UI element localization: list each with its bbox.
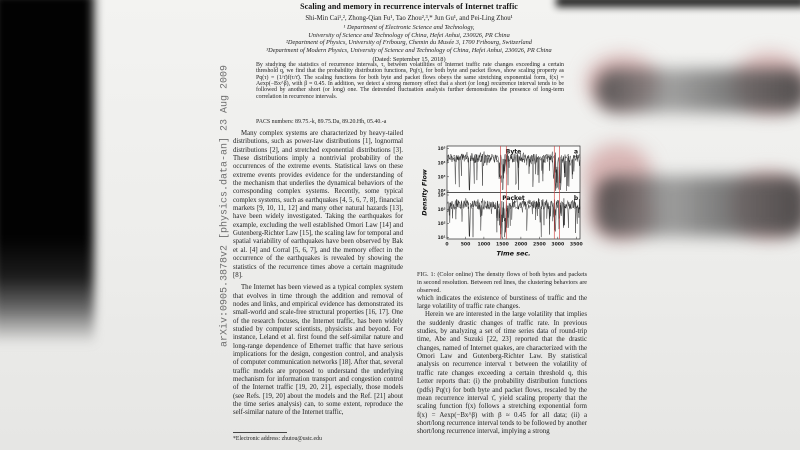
x-axis-label: Time sec.	[496, 249, 531, 258]
blur-band-upper	[596, 69, 800, 112]
x-tick-label: 3500	[569, 242, 583, 248]
panel-letter: b	[573, 195, 579, 202]
footnote-rule	[233, 432, 287, 433]
affiliation-3: ³Department of Modern Physics, University of Science and Technology of China, Hefei Anhui, 230026, PR China	[266, 46, 552, 54]
y-tick-label: 10⁴	[437, 193, 446, 199]
affiliation-2: ²Department of Physics, University of Fribourg, Chemin du Musée 3, 1700 Fribourg, Switzerland	[286, 39, 532, 47]
right-paragraph-1: which indicates the existence of burstiness of traffic and the large volatility of traffic rate changes.	[417, 294, 587, 311]
arxiv-watermark: arXiv:0905.3878v2 [physics.data-an] 23 Aug 2009	[219, 64, 231, 348]
figure-1-caption: FIG. 1: (Color online) The density flows of both bytes and packets in second resolution. Between red lines, the clustering behaviors are observed.	[417, 271, 587, 294]
y-tick-label: 10³	[437, 175, 446, 181]
panel-label: Byte	[505, 148, 522, 156]
figure-1-chart	[417, 142, 587, 264]
right-column	[417, 142, 587, 450]
y-axis-label: Density Flow	[420, 169, 429, 216]
affiliation-1a: ¹ Department of Electronic Science and Technology,	[343, 24, 475, 31]
pacs-line: PACS numbers: 89.75.-k, 89.75.Da, 89.20.Hh, 05.40.-a	[256, 119, 387, 125]
x-tick-label: 1000	[477, 242, 491, 248]
x-tick-label: 0	[445, 242, 449, 248]
panel-label: Packet	[502, 195, 525, 202]
x-tick-label: 1500	[496, 242, 509, 248]
y-tick-label: 10¹	[437, 236, 446, 242]
left-paragraph-1: Many complex systems are characterized by heavy-tailed distributions, such as power-law distributions [1], lognormal distributions [2], and stretched exponential distributions [3]. These distributions imply a nontrivial probability of the occurrences of the extreme events. Statistical laws on these extreme events provides evidence for the understanding of the mechanism that underlies the dynamical behaviors of the corresponding complex systems. Recently, some typical complex systems, such as earthquakes [4, 5, 6, 7, 8], financial markets [9, 10, 11, 12] and many other natural hazards [13], have been widely investigated. Taking the earthquakes for example, excluding the well established Omori Law [14] and Gutenberg-Richter Law [15], the scaling law for temporal and spatial variability of earthquakes have been observed by Bak et al. [4] and Corral [5, 6, 7], and the memory effect in the occurrence of the earthquakes is revealed by showing the statistics of the recurrence times above a certain magnitude [8].	[233, 130, 403, 279]
dated-line: (Dated: September 15, 2018)	[372, 55, 446, 63]
panel-letter: a	[573, 148, 579, 156]
y-tick-label: 10²	[437, 189, 446, 195]
y-tick-label: 10⁵	[437, 147, 446, 153]
footnote-email: *Electronic address: zhutou@ustc.edu	[233, 436, 322, 442]
left-letterbox	[0, 0, 94, 344]
page-title: Scaling and memory in recurrence intervals of Internet traffic	[300, 2, 518, 11]
paper-header	[233, 2, 585, 63]
abstract: By studying the statistics of recurrence intervals, τ, between volatilities of Internet traffic rate changes exceeding a certain threshold q, we find that the probability distribution functions, Pq(τ), for both byte and packet flows, show scaling property as Pq(τ) = (1/τ̄)f(τ/τ̄). The scaling functions for both byte and packet flows obeys the same stretching exponential form, f(x) = Aexp(−Bx^β), with β ≈ 0.45. In addition, we detect a strong memory effect that a short (or long) recurrence interval tends to be followed by another short (or long) one. The detrended fluctuation analysis further demonstrates the presence of long-term correlation in recurrence intervals.	[256, 62, 564, 100]
left-column	[233, 130, 403, 432]
x-tick-label: 3000	[551, 242, 565, 248]
y-tick-label: 10³	[437, 207, 446, 213]
left-paragraph-2: The Internet has been viewed as a typical complex system that evolves in time through the addition and removal of nodes and links, and empirical evidence has demonstrated its small-world and scale-free structural properties [16, 17]. One of the research focuses, the Internet traffic, has been widely studied by computer scientists, physicists and beyond. For instance, Leland et al. first found the self-similar nature and long-range dependence of Ethernet traffic that have serious implications for the design, congestion control, and analysis of computer communication networks [18]. After that, several traffic models are proposed to understand the underlying mechanism for information transport and congestion control of the Internet traffic [19, 20, 21], especially, those models (see Refs. [19, 20] about the models and the Ref. [21] about the time series analysis) can, to some extent, reproduce the self-similar nature of the Internet traffic,	[233, 284, 403, 417]
affiliation-1b: University of Science and Technology of China, Hefei Anhui, 230026, PR China	[308, 31, 510, 39]
y-tick-label: 10⁴	[437, 161, 446, 167]
author-line: Shi-Min Cai¹,², Zhong-Qian Fu¹, Tao Zhou²,³,* Jun Gu¹, and Pei-Ling Zhou¹	[305, 15, 513, 22]
blur-band-lower	[596, 176, 800, 236]
right-paragraph-2: Herein we are interested in the large volatility that implies the suddenly drastic changes of traffic rate. In previous studies, by analyzing a set of time series data of round-trip time, Abe and Suzuki [22, 23] reported that the drastic changes, named of Internet quakes, are characterized with the Omori Law and Gutenberg-Richter Law. By statistical analysis on recurrence interval τ between the volatility of traffic rate changes exceeding a certain threshold q, this Letter reports that: (i) the probability distribution functions (pdfs) Pq(τ) for both byte and packet flows, rescaled by the mean recurrence interval τ̄, yield scaling property that the scaling function f(x) follows a stretching exponential form f(x) = Aexp(−Bx^β) with β ≈ 0.45 for all data; (ii) a short/long recurrence interval tends to be followed by another short/long recurrence interval, implying a strong	[417, 311, 587, 436]
x-tick-label: 2500	[533, 242, 546, 248]
y-tick-label: 10²	[437, 221, 446, 227]
figure-1-svg	[417, 142, 587, 264]
top-right-dark-strip	[556, 0, 800, 7]
x-tick-label: 500	[460, 242, 471, 248]
x-tick-label: 2000	[514, 242, 528, 248]
